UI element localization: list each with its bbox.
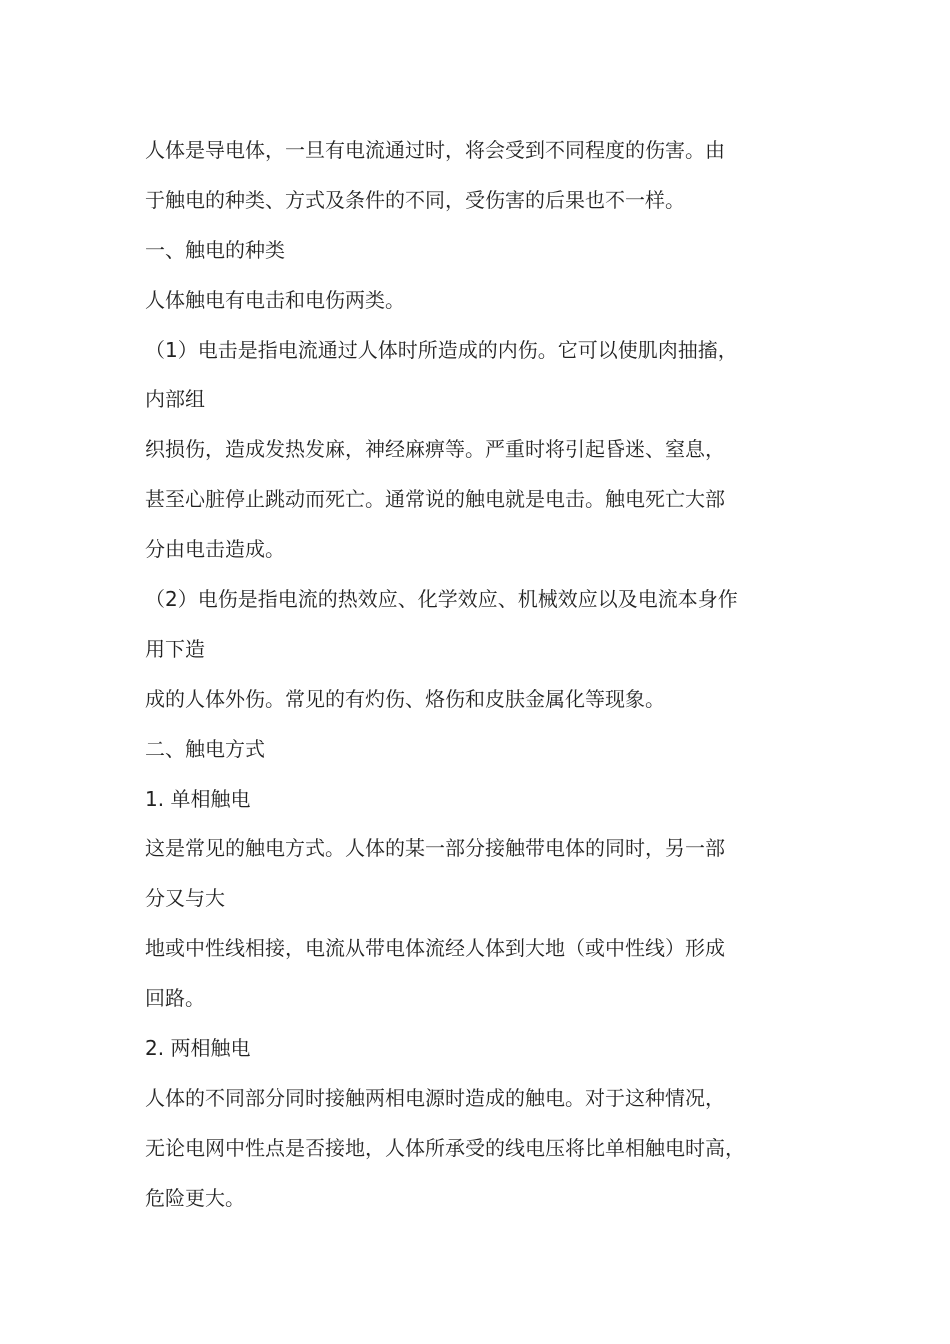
text-line: 人体的不同部分同时接触两相电源时造成的触电。对于这种情况， — [145, 1085, 725, 1110]
text-line: 于触电的种类、方式及条件的不同，受伤害的后果也不一样。 — [145, 187, 685, 212]
document-page — [145, 126, 825, 1224]
section-heading: 二、触电方式 — [145, 736, 265, 761]
text-line: 成的人体外伤。常见的有灼伤、烙伤和皮肤金属化等现象。 — [145, 686, 665, 711]
text-line: （1）电击是指电流通过人体时所造成的内伤。它可以使肌肉抽搐， — [145, 337, 738, 362]
text-line: （2）电伤是指电流的热效应、化学效应、机械效应以及电流本身作 — [145, 587, 738, 612]
text-line: 甚至心脏停止跳动而死亡。通常说的触电就是电击。触电死亡大部 — [145, 487, 725, 512]
text-line: 人体是导电体，一旦有电流通过时，将会受到不同程度的伤害。由 — [145, 138, 725, 162]
text-line: 无论电网中性点是否接地，人体所承受的线电压将比单相触电时高， — [145, 1135, 745, 1160]
subsection-heading: 2. 两相触电 — [145, 1036, 251, 1061]
text-line: 这是常见的触电方式。人体的某一部分接触带电体的同时，另一部 — [145, 836, 725, 861]
subsection-heading: 1. 单相触电 — [145, 786, 251, 811]
text-line: 织损伤，造成发热发麻，神经麻痹等。严重时将引起昏迷、窒息， — [145, 437, 725, 462]
text-line: 回路。 — [145, 986, 205, 1011]
text-line: 内部组 — [145, 387, 205, 412]
text-line: 分又与大 — [145, 886, 225, 911]
text-line: 分由电击造成。 — [145, 537, 285, 562]
text-line: 危险更大。 — [145, 1185, 245, 1210]
section-heading: 一、触电的种类 — [145, 237, 285, 262]
text-line: 地或中性线相接，电流从带电体流经人体到大地（或中性线）形成 — [145, 936, 725, 961]
text-line: 用下造 — [145, 636, 205, 661]
text-line: 人体触电有电击和电伤两类。 — [145, 287, 405, 312]
